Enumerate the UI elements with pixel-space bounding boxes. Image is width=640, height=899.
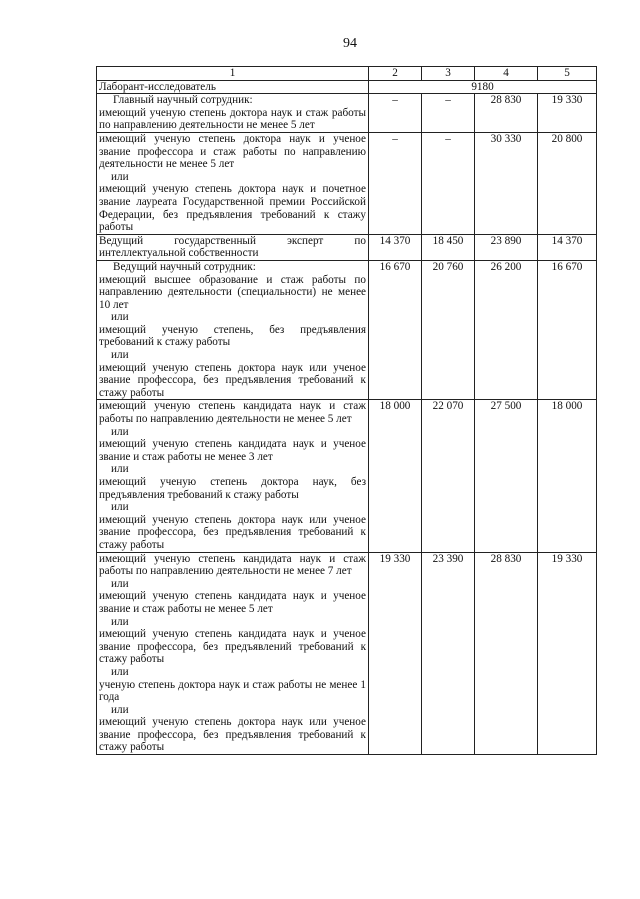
value-cell: – <box>369 94 422 133</box>
page-number: 94 <box>343 36 357 51</box>
position-cell <box>97 260 369 400</box>
header-cell: 2 <box>369 67 422 81</box>
table-row <box>97 400 597 552</box>
value-cell: 18 000 <box>369 400 422 552</box>
or-text: или <box>111 615 129 628</box>
position-text: Ведущий научный сотрудник: <box>113 260 256 273</box>
or-text: или <box>111 349 129 362</box>
value-cell: 14 370 <box>369 234 422 260</box>
position-text: Ведущий государственный эксперт по интеллектуальной собственности <box>99 234 366 260</box>
position-cell <box>97 94 369 133</box>
position-text: имеющий ученую степень доктора наук и стаж работы по направлению деятельности не менее 5 лет <box>99 106 366 132</box>
value-cell: 23 890 <box>475 234 538 260</box>
value-cell: 19 330 <box>538 552 597 755</box>
value-cell: 23 390 <box>422 552 475 755</box>
position-text: имеющий ученую степень доктора наук или ученое звание профессора, без предъявления требований к стажу работы <box>99 716 366 754</box>
value-cell: 18 000 <box>538 400 597 552</box>
value-cell: 28 830 <box>475 94 538 133</box>
header-cell: 5 <box>538 67 597 81</box>
value-cell: 20 760 <box>422 260 475 400</box>
position-text: имеющий ученую степень доктора наук или ученое звание профессора, без предъявления требований к стажу работы <box>99 513 366 551</box>
table-row <box>97 80 597 94</box>
or-text: или <box>111 463 129 476</box>
position-cell <box>97 234 369 260</box>
position-text: имеющий ученую степень кандидата наук и стаж работы по направлению деятельности не менее 7 лет <box>99 552 366 578</box>
header-cell: 1 <box>97 67 369 81</box>
position-text: имеющий ученую степень, без предъявления требований к стажу работы <box>99 323 366 349</box>
or-text: или <box>111 703 129 716</box>
value-cell: 27 500 <box>475 400 538 552</box>
value-cell: 18 450 <box>422 234 475 260</box>
value-cell: 19 330 <box>538 94 597 133</box>
or-text: или <box>111 501 129 514</box>
table-row <box>97 552 597 755</box>
position-cell <box>97 400 369 552</box>
position-text: имеющий ученую степень доктора наук и почетное звание лауреата Государственной премии Российской Федерации, без предъявления требований к стажу работы <box>99 183 366 234</box>
position-text: Главный научный сотрудник: <box>113 94 253 107</box>
position-text: имеющий ученую степень кандидата наук и ученое звание и стаж работы не менее 5 лет <box>99 590 366 615</box>
value-cell: – <box>369 132 422 234</box>
position-text: имеющий ученую степень кандидата наук и стаж работы по направлению деятельности не менее 5 лет <box>99 400 366 426</box>
table-row <box>97 94 597 133</box>
table-row <box>97 132 597 234</box>
table-row <box>97 234 597 260</box>
salary-table <box>96 66 597 755</box>
position-text: имеющий ученую степень кандидата наук и ученое звание и стаж работы не менее 3 лет <box>99 438 366 463</box>
position-text: имеющий ученую степень доктора наук или ученое звание профессора, без предъявления требований к стажу работы <box>99 361 366 399</box>
position-text: ученую степень доктора наук и стаж работы не менее 1 года <box>99 678 366 704</box>
value-cell: 16 670 <box>369 260 422 400</box>
position-text: имеющий ученую степень доктора наук, без предъявления требований к стажу работы <box>99 476 366 501</box>
position-text: имеющий ученую степень доктора наук и ученое звание профессора и стаж работы по направлению деятельности не менее 5 лет <box>99 132 366 171</box>
value-cell: 26 200 <box>475 260 538 400</box>
position-cell <box>97 132 369 234</box>
position-cell <box>97 552 369 755</box>
value-cell: 19 330 <box>369 552 422 755</box>
value-cell: 16 670 <box>538 260 597 400</box>
position-text: имеющий высшее образование и стаж работы по направлению деятельности (специальности) не менее 10 лет <box>99 273 366 311</box>
table-row <box>97 260 597 400</box>
value-cell: 28 830 <box>475 552 538 755</box>
or-text: или <box>111 311 129 324</box>
position-cell <box>97 80 369 94</box>
value-cell: 20 800 <box>538 132 597 234</box>
header-row <box>97 67 597 81</box>
or-text: или <box>111 425 129 438</box>
value-cell: 22 070 <box>422 400 475 552</box>
position-text: имеющий ученую степень кандидата наук и ученое звание профессора, без предъявлений требований к стажу работы <box>99 628 366 666</box>
value-cell: – <box>422 132 475 234</box>
merged-value-cell: 9180 <box>369 80 597 94</box>
position-text: Лаборант-исследователь <box>99 80 216 93</box>
header-cell: 3 <box>422 67 475 81</box>
value-cell: 14 370 <box>538 234 597 260</box>
or-text: или <box>111 577 129 590</box>
header-cell: 4 <box>475 67 538 81</box>
or-text: или <box>111 170 129 183</box>
value-cell: 30 330 <box>475 132 538 234</box>
value-cell: – <box>422 94 475 133</box>
or-text: или <box>111 665 129 678</box>
